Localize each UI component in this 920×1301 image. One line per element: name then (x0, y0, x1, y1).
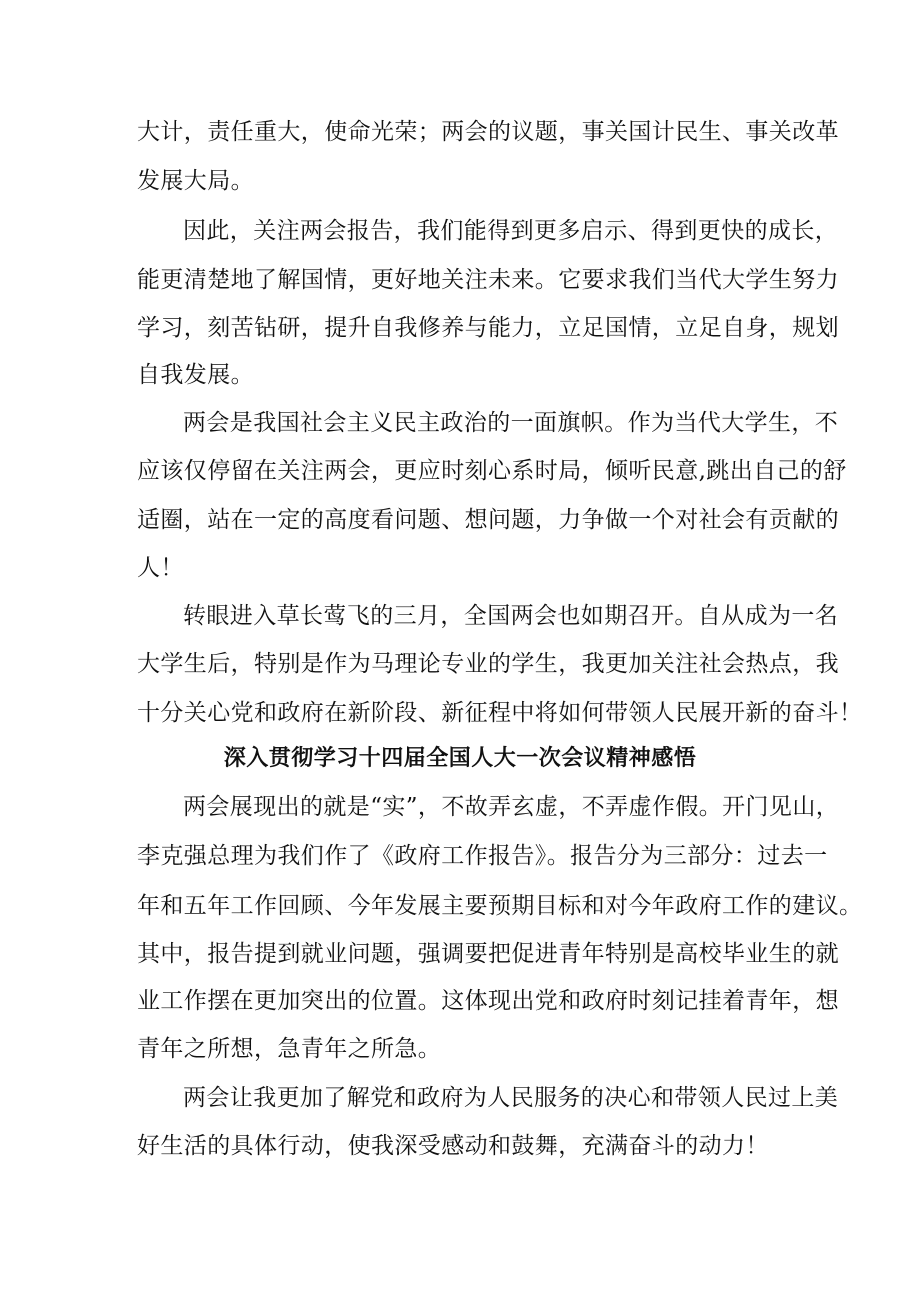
paragraph-4-line-2: 大学生后，特别是作为马理论专业的学生，我更加关注社会热点，我 (137, 651, 839, 677)
paragraph-2-line-1: 因此，关注两会报告，我们能得到更多启示、得到更快的成长， (183, 218, 839, 244)
paragraph-6-line-1: 两会让我更加了解党和政府为人民服务的决心和带领人民过上美 (183, 1085, 839, 1111)
paragraph-1-line-2: 发展大局。 (137, 168, 254, 194)
paragraph-3-line-1: 两会是我国社会主义民主政治的一面旗帜。作为当代大学生，不 (183, 410, 839, 436)
paragraph-5-line-6: 青年之所想，急青年之所急。 (137, 1036, 442, 1062)
paragraph-3-line-3: 适圈，站在一定的高度看问题、想问题，力争做一个对社会有贡献的 (137, 507, 839, 533)
paragraph-2-line-3: 学习，刻苦钻研，提升自我修养与能力，立足国情，立足自身，规划 (137, 315, 839, 341)
paragraph-4-line-3: 十分关心党和政府在新阶段、新征程中将如何带领人民展开新的奋斗！ (137, 700, 863, 726)
paragraph-5-line-2: 李克强总理为我们作了《政府工作报告》。报告分为三部分：过去一 (137, 843, 828, 869)
paragraph-5-line-4: 其中，报告提到就业问题，强调要把促进青年特别是高校毕业生的就 (137, 941, 839, 967)
paragraph-5-line-1: 两会展现出的就是“实”，不故弄玄虚，不弄虚作假。开门见山， (183, 794, 840, 820)
paragraph-6-line-2: 好生活的具体行动，使我深受感动和鼓舞，充满奋斗的动力！ (137, 1133, 769, 1159)
paragraph-5-line-5: 业工作摆在更加突出的位置。这体现出党和政府时刻记挂着青年，想 (137, 988, 839, 1014)
paragraph-3-line-2: 应该仅停留在关注两会，更应时刻心系时局，倾听民意,跳出自己的舒 (137, 458, 847, 484)
paragraph-3-line-4: 人！ (137, 555, 184, 581)
paragraph-5-line-3: 年和五年工作回顾、今年发展主要预期目标和对今年政府工作的建议。 (137, 893, 863, 919)
paragraph-1-line-1: 大计，责任重大，使命光荣；两会的议题，事关国计民生、事关改革 (137, 119, 839, 145)
paragraph-4-line-1: 转眼进入草长莺飞的三月，全国两会也如期召开。自从成为一名 (183, 603, 839, 629)
section-heading: 深入贯彻学习十四届全国人大一次会议精神感悟 (223, 746, 697, 771)
paragraph-2-line-4: 自我发展。 (137, 362, 254, 388)
paragraph-2-line-2: 能更清楚地了解国情，更好地关注未来。它要求我们当代大学生努力 (137, 267, 839, 293)
